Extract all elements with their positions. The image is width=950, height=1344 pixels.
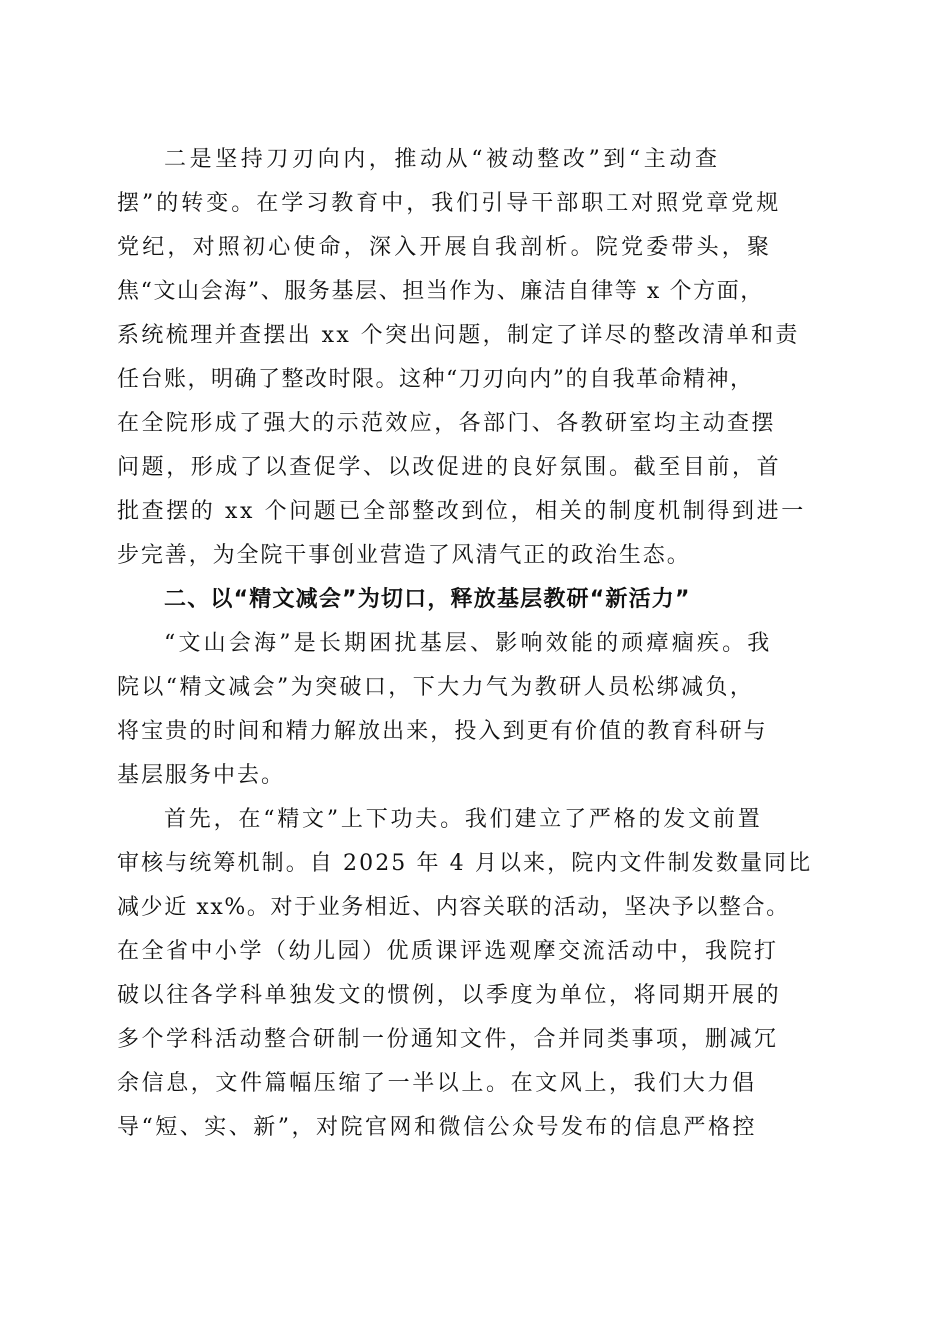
text-line: 批查摆的 xx 个问题已全部整改到位，相关的制度机制得到进一: [117, 499, 806, 524]
text-line: 审核与统筹机制。自 2025 年 4 月以来，院内文件制发数量同比: [117, 851, 813, 876]
section-heading: 二、以“精文减会”为切口，释放基层教研“新活力”: [164, 587, 691, 612]
text-line: 破以往各学科单独发文的惯例，以季度为单位，将同期开展的: [117, 983, 782, 1008]
paragraph-meetings-intro: [117, 622, 833, 798]
text-line: 党纪，对照初心使命，深入开展自我剖析。院党委带头，聚: [117, 235, 773, 260]
text-line: 余信息，文件篇幅压缩了一半以上。在文风上，我们大力倡: [117, 1071, 757, 1096]
text-line: 在全省中小学（幼儿园）优质课评选观摩交流活动中，我院打: [117, 939, 779, 964]
text-line: 在全院形成了强大的示范效应，各部门、各教研室均主动查摆: [117, 411, 776, 436]
text-line: 院以“精文减会”为突破口，下大力气为教研人员松绑减负，: [117, 675, 755, 700]
text-line: 系统梳理并查摆出 xx 个突出问题，制定了详尽的整改清单和责: [117, 323, 800, 348]
text-line: 减少近 xx%。对于业务相近、内容关联的活动，坚决予以整合。: [117, 895, 790, 920]
text-line: 摆”的转变。在学习教育中，我们引导干部职工对照党章党规: [117, 191, 782, 216]
text-line: 多个学科活动整合研制一份通知文件，合并同类事项，删减冗: [117, 1027, 779, 1052]
text-line: 问题，形成了以查促学、以改促进的良好氛围。截至目前，首: [117, 455, 782, 480]
text-line: 二是坚持刀刃向内，推动从“被动整改”到“主动查: [164, 147, 721, 172]
text-line: 任台账，明确了整改时限。这种“刀刃向内”的自我革命精神，: [117, 367, 754, 392]
paragraph-document-reduction: [117, 798, 833, 1150]
text-line: 首先，在“精文”上下功夫。我们建立了严格的发文前置: [164, 807, 763, 832]
document-body: [117, 138, 833, 1150]
text-line: 焦“文山会海”、服务基层、担当作为、廉洁自律等 x 个方面，: [117, 279, 764, 304]
text-line: 基层服务中去。: [117, 763, 286, 788]
text-line: 步完善，为全院干事创业营造了风清气正的政治生态。: [117, 543, 691, 568]
text-line: 导“短、实、新”，对院官网和微信公众号发布的信息严格控: [117, 1115, 757, 1140]
text-line: 将宝贵的时间和精力解放出来，投入到更有价值的教育科研与: [117, 719, 768, 744]
paragraph-rectification: [117, 138, 833, 578]
text-line: “文山会海”是长期困扰基层、影响效能的顽瘴痼疾。我: [164, 631, 773, 656]
